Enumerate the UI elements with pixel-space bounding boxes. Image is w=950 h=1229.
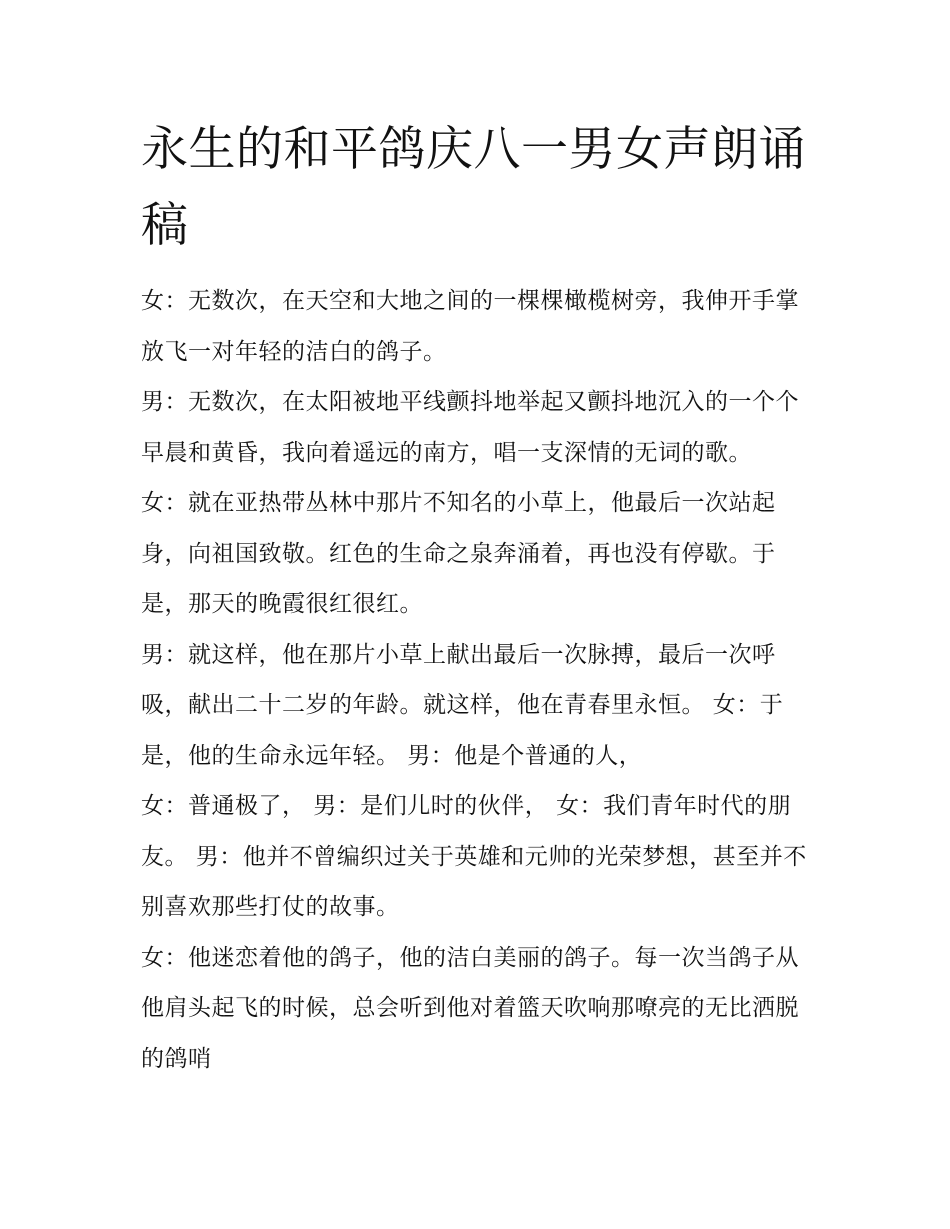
paragraph-2: 男：无数次，在太阳被地平线颤抖地举起又颤抖地沉入的一个个早晨和黄昏，我向着遥远的南方，唱一支深情的无词的歌。 [141, 389, 799, 466]
paragraph-5: 女：普通极了， 男：是们儿时的伙伴， 女：我们青年时代的朋友。 男：他并不曾编织过关于英雄和元帅的光荣梦想，甚至并不别喜欢那些打仗的故事。 [141, 793, 807, 920]
paragraph-6: 女：他迷恋着他的鸽子，他的洁白美丽的鸽子。每一次当鸽子从他肩头起飞的时候，总会听到他对着篮天吹响那嘹亮的无比洒脱的鸽哨 [141, 944, 799, 1072]
document-body [141, 276, 821, 1084]
document-page [141, 112, 821, 1084]
paragraph-3: 女：就在亚热带丛林中那片不知名的小草上，他最后一次站起身，向祖国致敬。红色的生命之泉奔涌着，再也没有停歇。于是，那天的晚霞很红很红。 [141, 490, 776, 617]
paragraph-1: 女：无数次，在天空和大地之间的一棵棵橄榄树旁，我伸开手掌放飞一对年轻的洁白的鸽子。 [141, 288, 799, 365]
paragraph-4: 男：就这样，他在那片小草上献出最后一次脉搏，最后一次呼吸，献出二十二岁的年龄。就这样，他在青春里永恒。 女：于是，他的生命永远年轻。 男：他是个普通的人， [141, 641, 784, 769]
document-title: 永生的和平鸽庆八一男女声朗诵稿 [141, 122, 806, 253]
